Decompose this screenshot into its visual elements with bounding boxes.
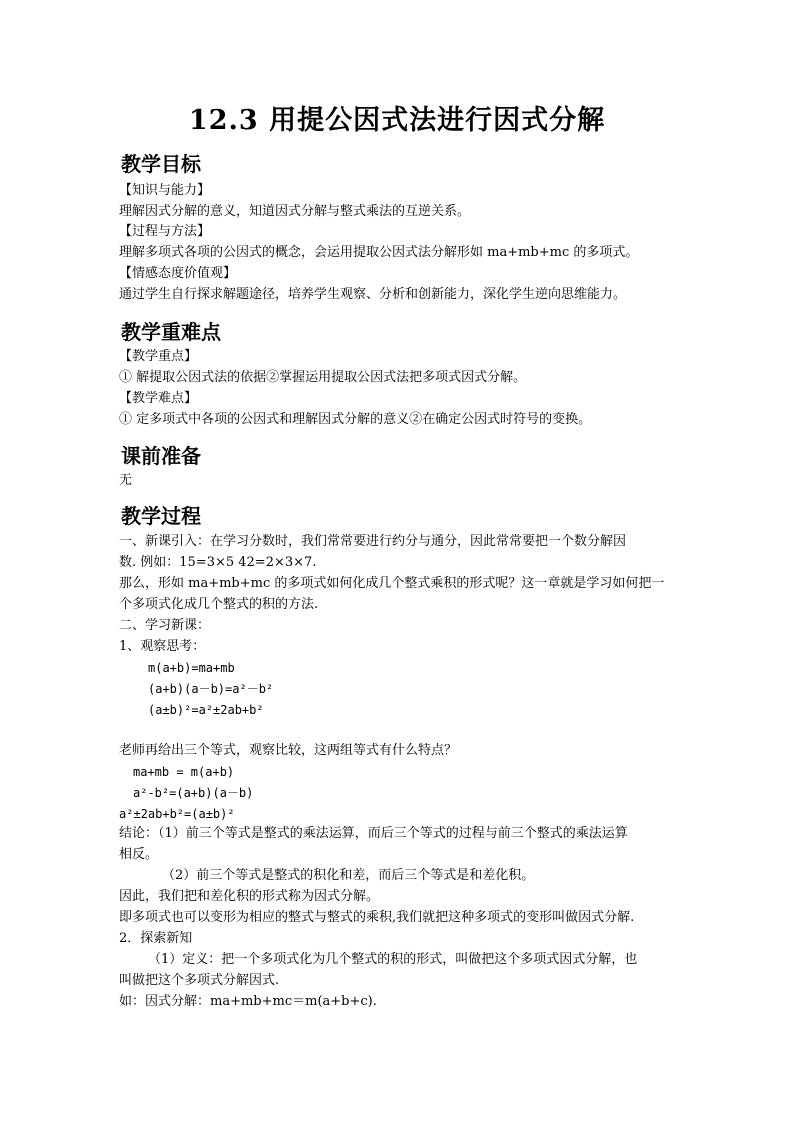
key-text: ① 解提取公因式法的依据②掌握运用提取公因式法把多项式因式分解。 <box>119 370 527 385</box>
conclusion-line-3: （2）前三个等式是整式的积化和差，而后三个等式是和差化积。 <box>162 868 535 883</box>
key-label: 【教学重点】 <box>119 349 198 364</box>
knowledge-label: 【知识与能力】 <box>119 183 211 198</box>
observe-heading: 1、观察思考： <box>119 639 206 654</box>
process-heading: 教学过程 <box>121 504 201 528</box>
emotion-text: 通过学生自行探求解题途径，培养学生观察、分析和创新能力，深化学生逆向思维能力。 <box>119 287 627 302</box>
teacher-prompt: 老师再给出三个等式，观察比较，这两组等式有什么特点？ <box>119 743 458 758</box>
equation-4: ma+mb = m(a+b) <box>133 765 235 779</box>
equation-1: m(a+b)=ma+mb <box>148 661 235 675</box>
prep-text: 无 <box>119 473 133 488</box>
page-title: 12.3 用提公因式法进行因式分解 <box>188 105 606 136</box>
explore-heading: 2．探索新知 <box>119 931 193 946</box>
difficult-label: 【教学难点】 <box>119 391 198 406</box>
difficult-text: ① 定多项式中各项的公因式和理解因式分解的意义②在确定公因式时符号的变换。 <box>119 412 592 427</box>
conclusion-line-4: 因此，我们把和差化积的形式称为因式分解。 <box>119 889 380 904</box>
process-label: 【过程与方法】 <box>119 224 211 239</box>
equation-2: (a+b)(a－b)=a²－b² <box>148 682 274 696</box>
new-lesson-heading: 二、学习新课： <box>119 618 211 633</box>
prep-heading: 课前准备 <box>121 444 201 468</box>
conclusion-line-5: 即多项式也可以变形为相应的整式与整式的乘积,我们就把这种多项式的变形叫做因式分解. <box>119 910 635 925</box>
intro-line-4: 个多项式化成几个整式的积的方法. <box>119 597 319 612</box>
goals-heading: 教学目标 <box>121 152 201 176</box>
intro-line-3: 那么，形如 ma+mb+mc 的多项式如何化成几个整式乘积的形式呢？这一章就是学习如何把一 <box>119 576 665 591</box>
conclusion-line-1: 结论：（1）前三个等式是整式的乘法运算，而后三个等式的过程与前三个整式的乘法运算 <box>119 826 628 841</box>
keypoints-heading: 教学重难点 <box>121 320 221 344</box>
emotion-label: 【情感态度价值观】 <box>119 266 237 281</box>
example-line: 如：因式分解：ma+mb+mc＝m(a+b+c). <box>119 994 377 1009</box>
equation-6: a²±2ab+b²=(a±b)² <box>119 807 235 821</box>
equation-5: a²-b²=(a+b)(a－b) <box>133 786 254 800</box>
definition-line-1: （1）定义：把一个多项式化为几个整式的积的形式，叫做把这个多项式因式分解，也 <box>148 952 638 967</box>
conclusion-line-2: 相反。 <box>119 847 159 862</box>
intro-line-2: 数. 例如：15=3×5 42=2×3×7. <box>119 555 317 570</box>
definition-line-2: 叫做把这个多项式分解因式. <box>119 973 280 988</box>
equation-3: (a±b)²=a²±2ab+b² <box>148 703 264 717</box>
process-text: 理解多项式各项的公因式的概念，会运用提取公因式法分解形如 ma+mb+mc 的多项式。 <box>119 245 639 260</box>
intro-line-1: 一、新课引入：在学习分数时，我们常常要进行约分与通分，因此常常要把一个数分解因 <box>119 534 627 549</box>
knowledge-text: 理解因式分解的意义，知道因式分解与整式乘法的互逆关系。 <box>119 204 471 219</box>
